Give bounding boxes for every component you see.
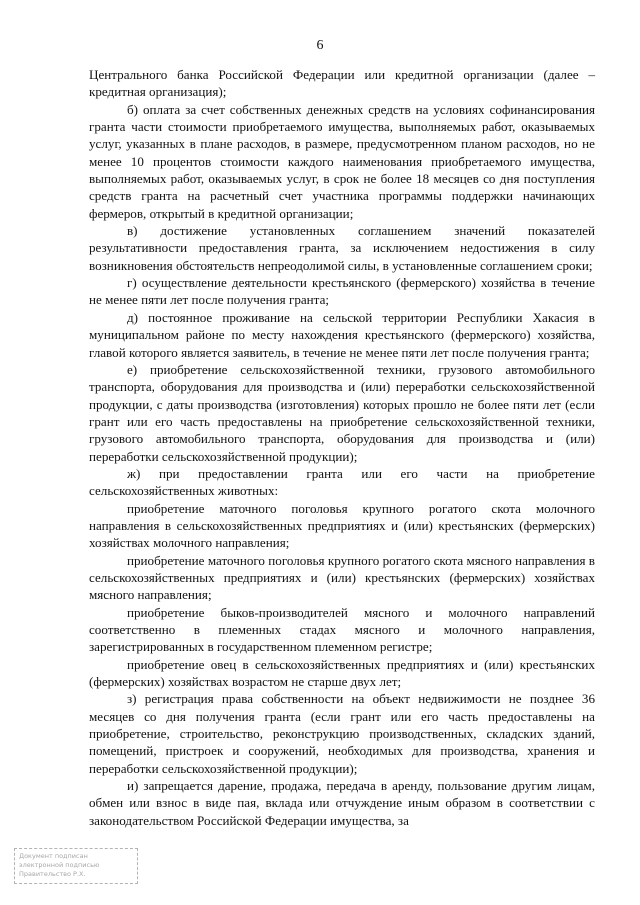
paragraph: приобретение маточного поголовья крупного рогатого скота молочного направления в сельскохозяйственных предприятиях и (или) крестьянских (фермерских) хозяйствах молочного направления; xyxy=(89,500,595,551)
paragraph: Центрального банка Российской Федерации или кредитной организации (далее – кредитная организация); xyxy=(89,67,595,100)
paragraph: е) приобретение сельскохозяйственной техники, грузового автомобильного транспорта, оборудования для производства и (или) переработки сельскохозяйственной продукции, с даты производства (изготовления) которых прошло не более пяти лет (если грант или его часть предоставлены на приобретение сельскохозяйственной техники, грузового автомобильного транспорта, оборудования для производства и (или) переработки сельскохозяйственной продукции); xyxy=(89,361,595,464)
electronic-signature-stamp xyxy=(14,848,138,884)
paragraph: в) достижение установленных соглашением значений показателей результативности предоставления гранта, за исключением недостижения в силу возникновения обстоятельств непреодолимой силы, в установленные соглашением сроки; xyxy=(89,223,595,273)
paragraph: ж) при предоставлении гранта или его части на приобретение сельскохозяйственных животных: xyxy=(89,465,595,499)
document-body xyxy=(89,66,595,829)
paragraph: приобретение маточного поголовья крупного рогатого скота мясного направления в сельскохозяйственных предприятиях и (или) крестьянских (фермерских) хозяйствах мясного направления; xyxy=(89,552,595,603)
stamp-line: Документ подписан xyxy=(19,852,88,860)
stamp-line: Правительство Р.Х. xyxy=(19,870,86,878)
paragraph: г) осуществление деятельности крестьянского (фермерского) хозяйства в течение не менее пяти лет после получения гранта; xyxy=(89,275,595,308)
paragraph: приобретение овец в сельскохозяйственных предприятиях и (или) крестьянских (фермерских) хозяйствах возрастом не старше двух лет; xyxy=(89,656,595,690)
paragraph: з) регистрация права собственности на объект недвижимости не позднее 36 месяцев со дня получения гранта (если грант или его часть предоставлены на приобретение, строительство, реконструкцию производственных, складских зданий, помещений, пристроек и сооружений, необходимых для производства, хранения и переработки сельскохозяйственной продукции); xyxy=(89,691,595,776)
paragraph: и) запрещается дарение, продажа, передача в аренду, пользование другим лицам, обмен или взнос в виде пая, вклада или отчуждение иным образом в соответствии с законодательством Российской Федерации имущества, за xyxy=(89,778,595,828)
paragraph: б) оплата за счет собственных денежных средств на условиях софинансирования гранта части стоимости приобретаемого имущества, выполняемых работ, оказываемых услуг, указанных в плане расходов, в размере, предусмотренном планом расходов, но не менее 10 процентов стоимости каждого наименования приобретаемого имущества, выполняемых работ, оказываемых услуг, в срок не более 18 месяцев со дня поступления средств гранта на расчетный счет участника программы поддержки начинающих фермеров, открытый в кредитной организации; xyxy=(89,101,595,221)
paragraph: д) постоянное проживание на сельской территории Республики Хакасия в муниципальном районе по месту нахождения крестьянского (фермерского) хозяйства, главой которого является заявитель, в течение не менее пяти лет после получения гранта; xyxy=(89,309,595,360)
paragraph: приобретение быков-производителей мясного и молочного направлений соответственно в племенных стадах мясного и молочного направления, зарегистрированных в государственном племенном регистре; xyxy=(89,604,595,655)
stamp-line: электронной подписью xyxy=(19,861,100,869)
page-number: 6 xyxy=(316,38,324,53)
